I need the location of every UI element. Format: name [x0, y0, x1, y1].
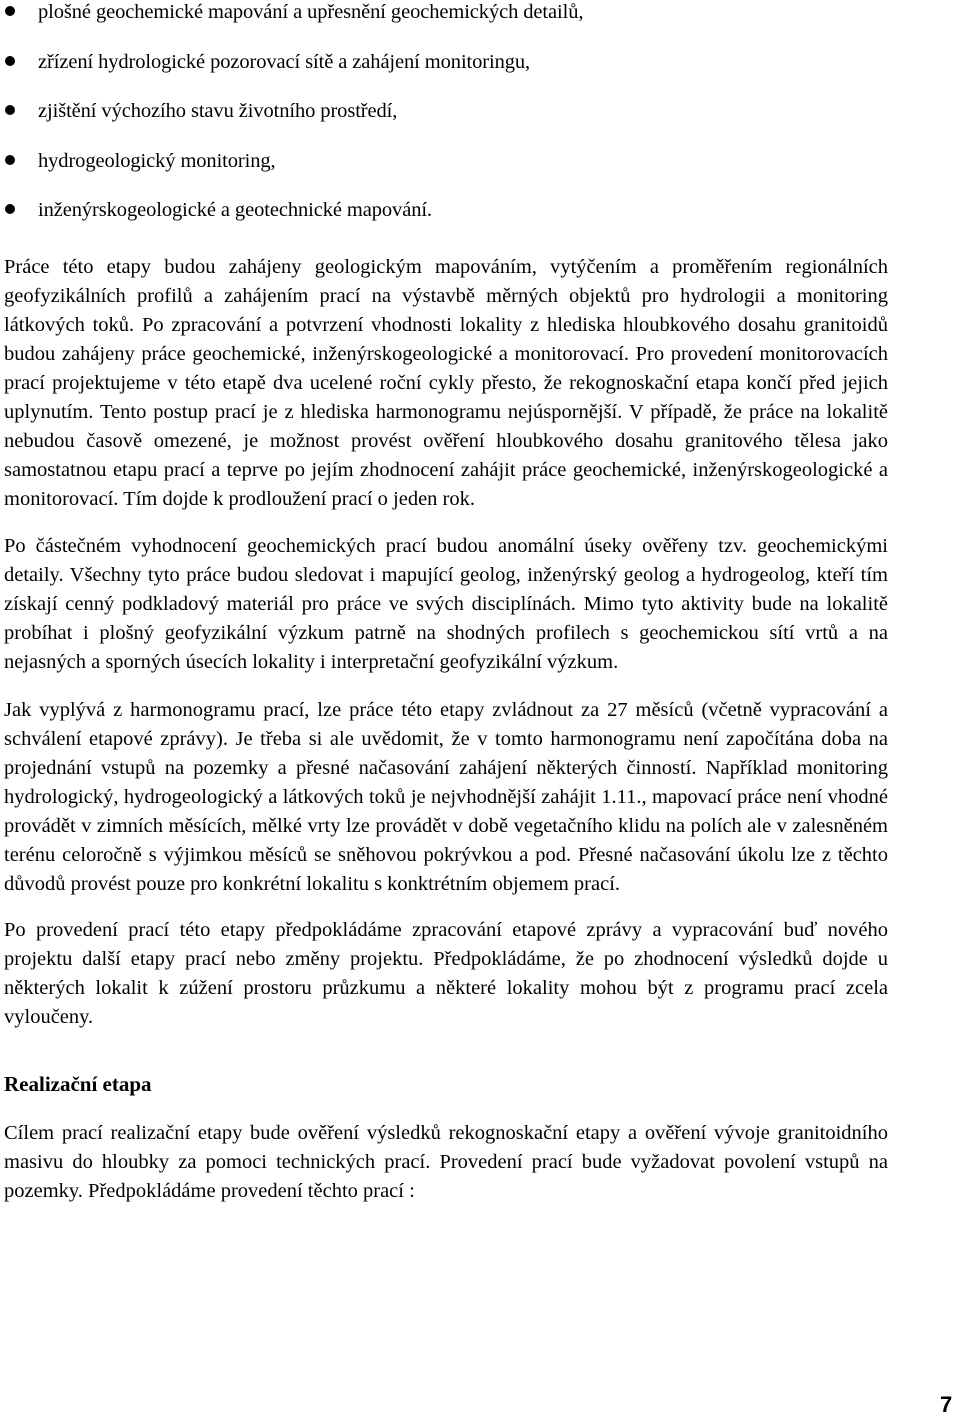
paragraph-realizacni-etapa: Cílem prací realizační etapy bude ověření výsledků rekognoskační etapy a ověření vývoje granitoidního masivu do hloubky za pomoci technických prací. Provedení prací bude vyžadovat povolení vstupů na pozemky. Předpokládáme provedení těchto prací :	[4, 1121, 888, 1202]
bullet-item	[4, 48, 888, 98]
bullet-item	[4, 196, 888, 246]
section-heading: Realizační etapa	[4, 1071, 152, 1096]
bullet-item	[4, 147, 888, 197]
document-page	[4, 0, 888, 1206]
bullet-text: plošné geochemické mapování a upřesnění geochemických detailů,	[38, 1, 584, 23]
bullet-list	[4, 0, 888, 246]
page-number: 7	[940, 1392, 953, 1417]
bullet-dot-icon	[5, 105, 15, 115]
bullet-text: zřízení hydrologické pozorovací sítě a zahájení monitoringu,	[38, 50, 531, 73]
bullet-text: inženýrskogeologické a geotechnické mapování.	[38, 199, 432, 221]
bullet-dot-icon	[5, 56, 15, 66]
paragraph-geochemicke-detaily: Po částečném vyhodnocení geochemických prací budou anomální úseky ověřeny tzv. geochemickými detaily. Všechny tyto práce budou sledovat i mapující geolog, inženýrský geolog a hydrogeolog, kteří tím získají cenný podkladový materiál pro práce ve svých disciplínách. Mimo tyto aktivity bude na lokalitě probíhat i plošný geofyzikální výzkum patrně na shodných profilech s geochemickou sítí vrtů a na nejasných a sporných úsecích lokality i interpretační geofyzikální výzkum.	[4, 534, 888, 673]
bullet-dot-icon	[5, 204, 15, 214]
bullet-dot-icon	[5, 155, 15, 165]
bullet-dot-icon	[5, 6, 15, 16]
paragraph-etapova-zprava: Po provedení prací této etapy předpokládáme zpracování etapové zprávy a vypracování buď nového projektu další etapy prací nebo změny projektu. Předpokládáme, že po zhodnocení výsledků dojde u některých lokalit k zúžení prostoru průzkumu a některé lokality mohou být z programu prací zcela vyloučeny.	[4, 918, 888, 1028]
bullet-item	[4, 97, 888, 147]
paragraph-harmonogram: Jak vyplývá z harmonogramu prací, lze práce této etapy zvládnout za 27 měsíců (včetně vypracování a schválení etapové zprávy). Je třeba si ale uvědomit, že v tomto harmonogramu není započítána doba na projednání vstupů na pozemky a přesné načasování zahájení některých činností. Například monitoring hydrologický, hydrogeologický a látkových toků je nejvhodnější zahájit 1.11., mapovací práce není vhodné provádět v zimních měsících, mělké vrty lze provádět v době vegetačního klidu na polích ale v zalesněném terénu celoročně s výjimkou měsíců se sněhovou pokrývkou a pod. Přesné načasování úkolu lze z těchto důvodů provést pouze pro konkrétní lokalitu s konktrétním objemem prací.	[4, 698, 888, 895]
bullet-item	[4, 0, 888, 48]
paragraph-etapa-prace: Práce této etapy budou zahájeny geologickým mapováním, vytýčením a proměřením regionálních geofyzikálních profilů a zahájením prací na výstavbě měrných objektů pro hydrologii a monitoring látkových toků. Po zpracování a potvrzení vhodnosti lokality z hlediska hloubkového dosahu granitoidů budou zahájeny práce geochemické, inženýrskogeologické a monitorovací. Pro provedení monitorovacích prací projektujeme v této etapě dva ucelené roční cykly přesto, že rekognoskační etapa končí před jejich uplynutím. Tento postup prací je z hlediska harmonogramu nejúspornější. V případě, že práce na lokalitě nebudou časově omezené, je možnost provést ověření hloubkového dosahu granitového tělesa jako samostatnou etapu prací a teprve po jejím zhodnocení zahájit práce geochemické, inženýrskogeologické a monitorovací. Tím dojde k prodloužení prací o jeden rok.	[4, 255, 888, 510]
bullet-text: hydrogeologický monitoring,	[38, 149, 276, 172]
bullet-text: zjištění výchozího stavu životního prostředí,	[38, 100, 398, 122]
